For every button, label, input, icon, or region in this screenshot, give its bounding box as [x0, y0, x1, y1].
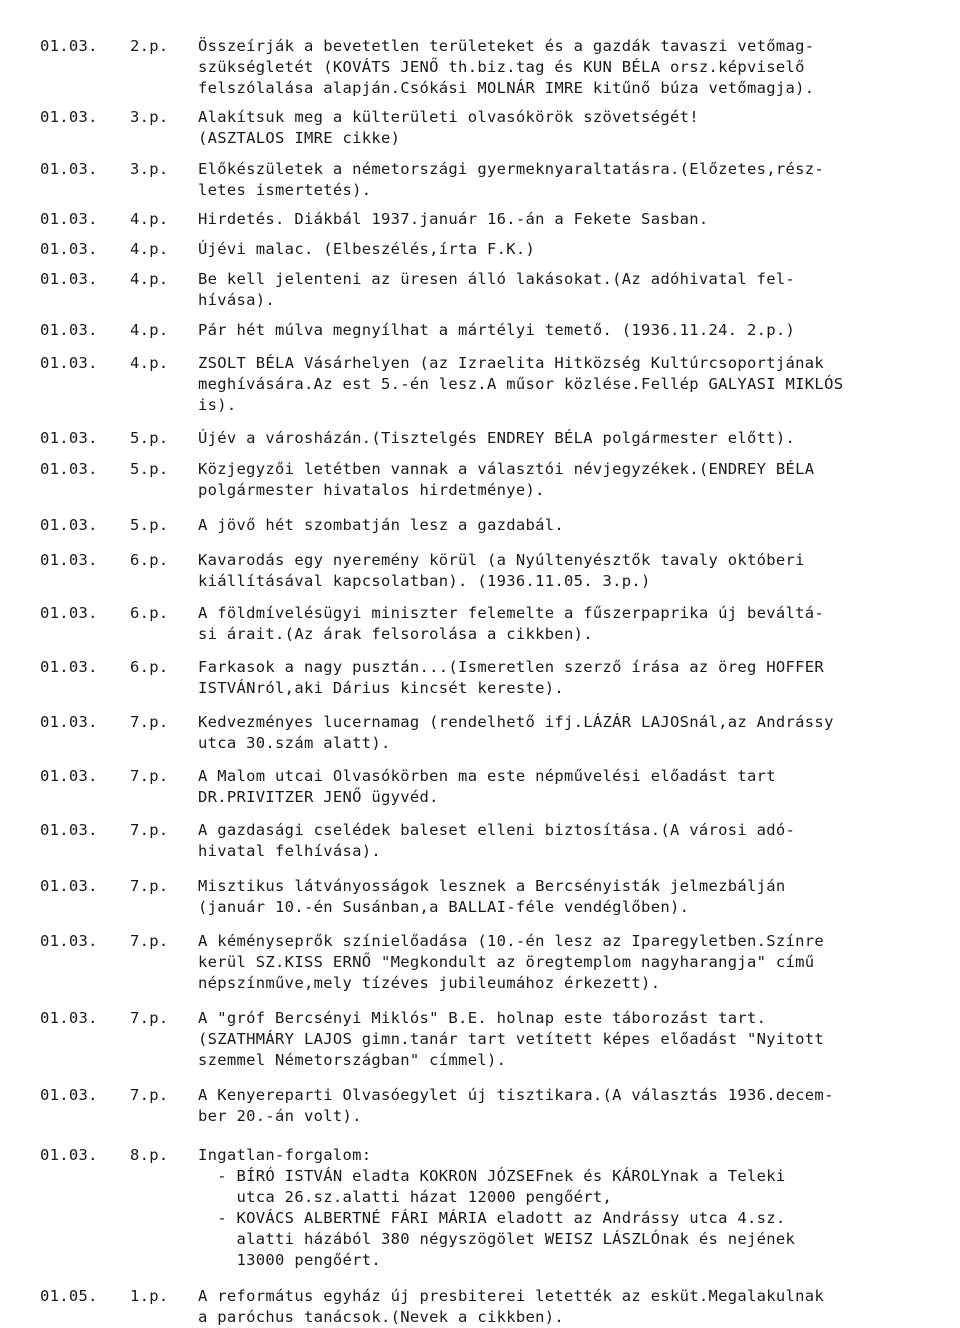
index-entry [0, 239, 960, 260]
entry-page: 3.p. [130, 160, 169, 178]
index-entry [0, 931, 960, 994]
index-entry [0, 353, 960, 416]
entry-text-line: A kéményseprők színielőadása (10.-én lesz az Iparegyletben.Színre [198, 932, 825, 950]
entry-text-line: ZSOLT BÉLA Vásárhelyen (az Izraelita Hitközség Kultúrcsoportjának [198, 354, 825, 372]
entry-text-line: Újév a városházán.(Tisztelgés ENDREY BÉLA polgármester előtt). [198, 429, 796, 447]
entry-page: 4.p. [130, 240, 169, 258]
entry-page: 3.p. [130, 108, 169, 126]
entry-text-line: letes ismertetés). [198, 181, 372, 199]
entry-text [198, 107, 938, 149]
entry-text [198, 1085, 938, 1127]
entry-date: 01.03. [40, 932, 98, 950]
entry-text-line: A földmívelésügyi miniszter felemelte a fűszerpaprika új beváltá- [198, 604, 825, 622]
entry-page: 4.p. [130, 210, 169, 228]
entry-text [198, 1008, 938, 1071]
entry-text-line: DR.PRIVITZER JENŐ ügyvéd. [198, 788, 439, 806]
entry-text [198, 931, 938, 994]
entry-text [198, 36, 938, 99]
index-entry [0, 36, 960, 99]
index-entry [0, 269, 960, 311]
index-entry [0, 459, 960, 501]
entry-text [198, 353, 938, 416]
entry-page: 5.p. [130, 516, 169, 534]
entry-page: 7.p. [130, 713, 169, 731]
entry-date: 01.03. [40, 1146, 98, 1164]
index-entry [0, 159, 960, 201]
entry-text [198, 428, 938, 449]
entry-page: 2.p. [130, 37, 169, 55]
entry-text [198, 459, 938, 501]
entry-text [198, 239, 938, 260]
index-entry [0, 657, 960, 699]
entry-page: 6.p. [130, 604, 169, 622]
index-entry [0, 1008, 960, 1071]
entry-page: 6.p. [130, 658, 169, 676]
entry-text-line: alatti házából 380 négyszögölet WEISZ LÁSZLÓnak és nejének [198, 1230, 796, 1248]
entry-date: 01.03. [40, 821, 98, 839]
entry-text-line: szemmel Németországban" címmel). [198, 1051, 507, 1069]
entry-text-line: Kedvezményes lucernamag (rendelhető ifj.LÁZÁR LAJOSnál,az Andrássy [198, 713, 834, 731]
entry-page: 7.p. [130, 821, 169, 839]
entry-text [198, 603, 938, 645]
index-entry [0, 428, 960, 449]
entry-text-line: Újévi malac. (Elbeszélés,írta F.K.) [198, 240, 536, 258]
entry-text-line: - KOVÁCS ALBERTNÉ FÁRI MÁRIA eladott az Andrássy utca 4.sz. [198, 1209, 786, 1227]
entry-text-line: Közjegyzői letétben vannak a választói névjegyzékek.(ENDREY BÉLA [198, 460, 815, 478]
entry-date: 01.03. [40, 429, 98, 447]
entry-date: 01.03. [40, 240, 98, 258]
entry-text-line: Pár hét múlva megnyílhat a mártélyi temető. (1936.11.24. 2.p.) [198, 321, 796, 339]
entry-text-line: utca 26.sz.alatti házat 12000 pengőért, [198, 1188, 613, 1206]
entry-text [198, 766, 938, 808]
entry-text [198, 159, 938, 201]
entry-date: 01.03. [40, 321, 98, 339]
entry-page: 6.p. [130, 551, 169, 569]
entry-date: 01.03. [40, 160, 98, 178]
entry-date: 01.03. [40, 108, 98, 126]
entry-date: 01.03. [40, 1086, 98, 1104]
entry-date: 01.03. [40, 516, 98, 534]
entry-date: 01.03. [40, 460, 98, 478]
entry-text [198, 712, 938, 754]
entry-text [198, 1286, 938, 1328]
entry-text-line: - BÍRÓ ISTVÁN eladta KOKRON JÓZSEFnek és KÁROLYnak a Teleki [198, 1167, 786, 1185]
entry-text-line: (január 10.-én Susánban,a BALLAI-féle vendéglőben). [198, 898, 690, 916]
entry-page: 5.p. [130, 429, 169, 447]
entry-text-line: szükségletét (KOVÁTS JENŐ th.biz.tag és KUN BÉLA orsz.képviselő [198, 58, 805, 76]
entry-page: 4.p. [130, 321, 169, 339]
entry-text-line: felszólalása alapján.Csókási MOLNÁR IMRE kitűnő búza vetőmagja). [198, 79, 815, 97]
index-entry [0, 603, 960, 645]
entry-text [198, 657, 938, 699]
entry-date: 01.03. [40, 210, 98, 228]
entry-text-line: A Kenyereparti Olvasóegylet új tisztikara.(A választás 1936.decem- [198, 1086, 834, 1104]
entry-text-line: (SZATHMÁRY LAJOS gimn.tanár tart vetített képes előadást "Nyitott [198, 1030, 825, 1048]
entry-text-line: kiállításával kapcsolatban). (1936.11.05. 3.p.) [198, 572, 651, 590]
entry-text [198, 269, 938, 311]
entry-text-line: A "gróf Bercsényi Miklós" B.E. holnap este táborozást tart. [198, 1009, 767, 1027]
entry-text [198, 209, 938, 230]
index-entry [0, 1085, 960, 1127]
entry-text-line: is). [198, 396, 237, 414]
entry-text-line: A református egyház új presbiterei letették az esküt.Megalakulnak [198, 1287, 825, 1305]
entry-text-line: ber 20.-án volt). [198, 1107, 362, 1125]
entry-date: 01.03. [40, 877, 98, 895]
entry-text-line: A jövő hét szombatján lesz a gazdabál. [198, 516, 565, 534]
entry-text-line: Kavarodás egy nyeremény körül (a Nyúltenyésztők tavaly októberi [198, 551, 805, 569]
index-entry [0, 107, 960, 149]
entry-text [198, 550, 938, 592]
entry-text-line: Ingatlan-forgalom: [198, 1146, 372, 1164]
index-entry [0, 766, 960, 808]
index-entry [0, 515, 960, 536]
entry-date: 01.03. [40, 1009, 98, 1027]
entry-text-line: a paróchus tanácsok.(Nevek a cikkben). [198, 1308, 565, 1326]
entry-page: 4.p. [130, 270, 169, 288]
entry-date: 01.03. [40, 658, 98, 676]
entry-text-line: utca 30.szám alatt). [198, 734, 391, 752]
index-entry [0, 876, 960, 918]
entry-text-line: Összeírják a bevetetlen területeket és a gazdák tavaszi vetőmag- [198, 37, 815, 55]
entry-text-line: A Malom utcai Olvasókörben ma este népművelési előadást tart [198, 767, 776, 785]
entry-date: 01.03. [40, 551, 98, 569]
entry-page: 8.p. [130, 1146, 169, 1164]
entry-date: 01.05. [40, 1287, 98, 1305]
entry-text-line: Misztikus látványosságok lesznek a Bercsényisták jelmezbálján [198, 877, 786, 895]
entry-date: 01.03. [40, 767, 98, 785]
entry-text-line: (ASZTALOS IMRE cikke) [198, 129, 401, 147]
entry-text-line: A gazdasági cselédek baleset elleni biztosítása.(A városi adó- [198, 821, 796, 839]
entry-date: 01.03. [40, 37, 98, 55]
entry-text-line: si árait.(Az árak felsorolása a cikkben). [198, 625, 593, 643]
index-entry [0, 1145, 960, 1271]
entry-date: 01.03. [40, 354, 98, 372]
entry-page: 1.p. [130, 1287, 169, 1305]
entry-page: 7.p. [130, 1086, 169, 1104]
entry-text [198, 820, 938, 862]
entry-text [198, 1145, 938, 1271]
entry-page: 7.p. [130, 877, 169, 895]
entry-text-line: Előkészületek a németországi gyermeknyaraltatásra.(Előzetes,rész- [198, 160, 825, 178]
entry-page: 7.p. [130, 932, 169, 950]
entry-text-line: hívása). [198, 291, 276, 309]
entry-page: 4.p. [130, 354, 169, 372]
entry-text [198, 876, 938, 918]
entry-text-line: Alakítsuk meg a külterületi olvasókörök szövetségét! [198, 108, 699, 126]
entry-page: 7.p. [130, 767, 169, 785]
entry-text-line: ISTVÁNról,aki Dárius kincsét kereste). [198, 679, 565, 697]
entry-text-line: Be kell jelenteni az üresen álló lakásokat.(Az adóhivatal fel- [198, 270, 796, 288]
entry-text-line: Farkasok a nagy pusztán...(Ismeretlen szerző írása az öreg HOFFER [198, 658, 825, 676]
entry-date: 01.03. [40, 713, 98, 731]
entry-date: 01.03. [40, 270, 98, 288]
entry-text-line: Hirdetés. Diákbál 1937.január 16.-án a Fekete Sasban. [198, 210, 709, 228]
index-entry [0, 1286, 960, 1328]
entry-text-line: meghívására.Az est 5.-én lesz.A műsor közlése.Fellép GALYASI MIKLÓS [198, 375, 844, 393]
index-entry [0, 820, 960, 862]
index-entry [0, 550, 960, 592]
index-entry [0, 209, 960, 230]
entry-text [198, 515, 938, 536]
index-entry [0, 320, 960, 341]
entry-text-line: 13000 pengőért. [198, 1251, 382, 1269]
document-page [0, 36, 960, 1328]
entry-date: 01.03. [40, 604, 98, 622]
entry-text-line: kerül SZ.KISS ERNŐ "Megkondult az öregtemplom nagyharangja" című [198, 953, 815, 971]
entry-text [198, 320, 938, 341]
entry-text-line: népszínműve,mely tízéves jubileumához érkezett). [198, 974, 661, 992]
entry-text-line: hivatal felhívása). [198, 842, 382, 860]
entry-text-line: polgármester hivatalos hirdetménye). [198, 481, 545, 499]
entry-page: 5.p. [130, 460, 169, 478]
index-entry [0, 712, 960, 754]
entry-page: 7.p. [130, 1009, 169, 1027]
